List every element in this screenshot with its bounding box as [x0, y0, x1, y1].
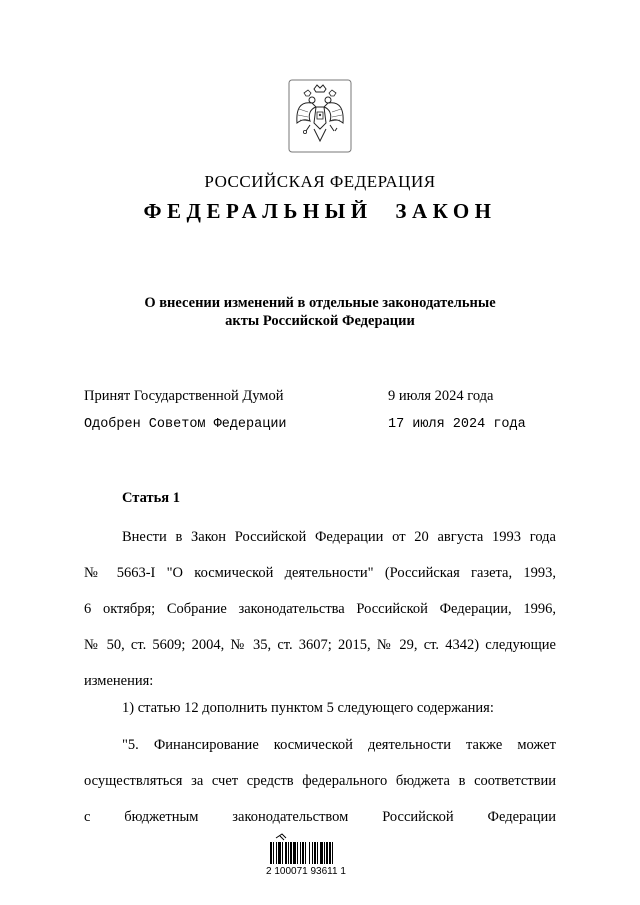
paragraph-line: Внести в Закон Российской Федерации от 20 августа 1993 года [122, 529, 556, 545]
council-approval-label: Одобрен Советом Федерации [84, 417, 287, 432]
law-title-line: акты Российской Федерации [225, 313, 415, 329]
barcode-number: 2 100071 93611 1 [266, 866, 346, 877]
duma-adoption-date: 9 июля 2024 года [388, 388, 494, 404]
article-intro-paragraph [84, 519, 556, 699]
country-name: РОССИЙСКАЯ ФЕДЕРАЦИЯ [204, 172, 436, 191]
paragraph-line: с бюджетным законодательством Российской Федерации [84, 809, 556, 825]
paragraph-line: 6 октября; Собрание законодательства Российской Федерации, 1996, [84, 601, 556, 617]
paragraph-line: "5. Финансирование космической деятельности также может [122, 737, 556, 753]
paragraph-line: № 50, ст. 5609; 2004, № 35, ст. 3607; 2015, № 29, ст. 4342) следующие [84, 637, 556, 653]
paragraph-line: осуществляться за счет средств федерального бюджета в соответствии [84, 773, 556, 789]
article-heading: Статья 1 [122, 490, 180, 506]
quoted-amendment-paragraph [84, 727, 556, 835]
coat-of-arms-emblem [288, 79, 352, 153]
law-title [80, 294, 560, 330]
duma-adoption-label: Принят Государственной Думой [84, 388, 284, 404]
amendment-item-text: 1) статью 12 дополнить пунктом 5 следующего содержания: [122, 700, 494, 716]
council-approval-date: 17 июля 2024 года [388, 417, 526, 432]
law-title-line: О внесении изменений в отдельные законодательные [144, 295, 496, 311]
paragraph-line: № 5663-I "О космической деятельности" (Российская газета, 1993, [84, 565, 556, 581]
amendment-item [84, 690, 556, 726]
paragraph-line: изменения: [84, 673, 154, 689]
document-type: ФЕДЕРАЛЬНЫЙ ЗАКОН [143, 199, 497, 223]
barcode [266, 832, 366, 866]
